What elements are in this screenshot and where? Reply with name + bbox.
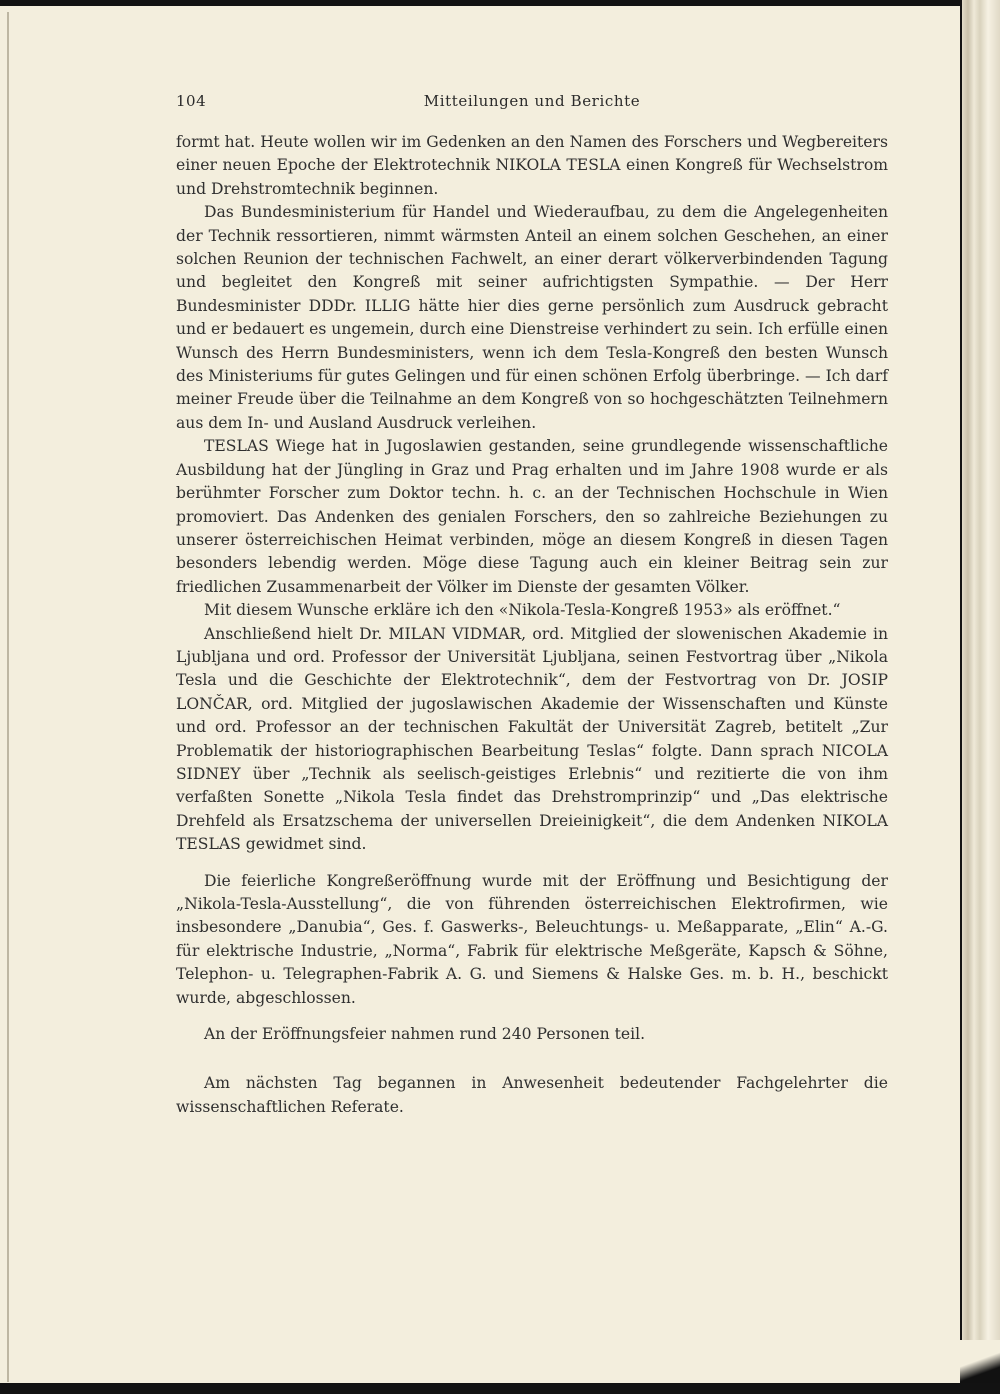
page-left-edge (7, 12, 9, 1382)
paragraph: Das Bundesministerium für Handel und Wiederaufbau, zu dem die Angelegenheiten der Technik ressortieren, nimmt wärmsten Anteil an einem solchen Geschehen, an einer solchen Reunion der technischen Fachwelt, an einer derart völkerverbindenden Tagung und begleitet den Kongreß mit seiner aufrichtigsten Sympathie. — Der Herr Bundesminister DDDr. ILLIG hätte hier dies gerne persönlich zum Ausdruck gebracht und er bedauert es ungemein, durch eine Dienstreise verhindert zu sein. Ich erfülle einen Wunsch des Herrn Bundesministers, wenn ich dem Tesla-Kongreß den besten Wunsch des Ministeriums für gutes Gelingen und für einen schönen Erfolg überbringe. — Ich darf meiner Freude über die Teilnahme an dem Kongreß von so hochgeschätzten Teilnehmern aus dem In- und Ausland Ausdruck verleihen. (176, 203, 889, 432)
paragraph: Am nächsten Tag begannen in Anwesenheit bedeutender Fachgelehrter die wissenschaftlichen Referate. (176, 1074, 888, 1116)
paragraph: Die feierliche Kongreßeröffnung wurde mit der Eröffnung und Besichtigung der „Nikola-Tesla-Ausstellung“, die von führenden österreichischen Elektrofirmen, wie insbesondere „Danubia“, Ges. f. Gaswerks-, Beleuchtungs- u. Meßapparate, „Elin“ A.-G. für elektrische Industrie, „Norma“, Fabrik für elektrische Meßgeräte, Kapsch & Söhne, Telephon- u. Telegraphen-Fabrik A. G. und Siemens & Halske Ges. m. b. H., beschickt wurde, abgeschlossen. (176, 871, 888, 1007)
paragraph: An der Eröffnungsfeier nahmen rund 240 Personen teil. (204, 1025, 646, 1044)
paragraph: Mit diesem Wunsche erkläre ich den «Nikola-Tesla-Kongreß 1953» als eröffnet.“ (204, 601, 841, 620)
paragraph: Anschließend hielt Dr. MILAN VIDMAR, ord. Mitglied der slowenischen Akademie in Ljubljana und ord. Professor der Universität Ljubljana, seinen Festvortrag über „Nikola Tesla und die Geschichte der Elektrotechnik“, dem der Festvortrag von Dr. JOSIP LONČAR, ord. Mitglied der jugoslawischen Akademie der Wissenschaften und Künste und ord. Professor an der technischen Fakultät der Universität Zagreb, betitelt „Zur Problematik der historiographischen Bearbeitung Teslas“ folgte. Dann sprach NICOLA SIDNEY über „Technik als seelisch-geistiges Erlebnis“ und rezitierte die von ihm verfaßten Sonette „Nikola Tesla findet das Drehstromprinzip“ und „Das elektrische Drehfeld als Ersatzschema der universellen Dreieinigkeit“, die dem Andenken NIKOLA TESLAS gewidmet sind. (176, 624, 888, 854)
page-number: 104 (176, 92, 207, 110)
body-text (176, 131, 888, 1119)
page-stack-edge (962, 0, 1000, 1394)
paragraph: formt hat. Heute wollen wir im Gedenken an den Namen des Forschers und Wegbereiters einer neuen Epoche der Elektrotechnik NIKOLA TESLA einen Kongreß für Wechselstrom und Drehstromtechnik beginnen. (176, 133, 888, 198)
paragraph: TESLAS Wiege hat in Jugoslawien gestanden, seine grundlegende wissenschaftliche Ausbildung hat der Jüngling in Graz und Prag erhalten und im Jahre 1908 wurde er als berühmter Forscher zum Doktor techn. h. c. an der Technischen Hochschule in Wien promoviert. Das Andenken des genialen Forschers, den so zahlreiche Beziehungen zu unserer österreichischen Heimat verbinden, möge an diesem Kongreß in diesen Tagen besonders lebendig werden. Möge diese Tagung auch ein kleiner Beitrag sein zur friedlichen Zusammenarbeit der Völker im Dienste der gesamten Völker. (176, 437, 888, 596)
page-corner (960, 1340, 1000, 1385)
running-title: Mitteilungen und Berichte (423, 92, 641, 110)
scan-bottom-border (0, 1383, 1000, 1394)
page-header (176, 92, 888, 114)
scan-top-border (0, 0, 1000, 6)
